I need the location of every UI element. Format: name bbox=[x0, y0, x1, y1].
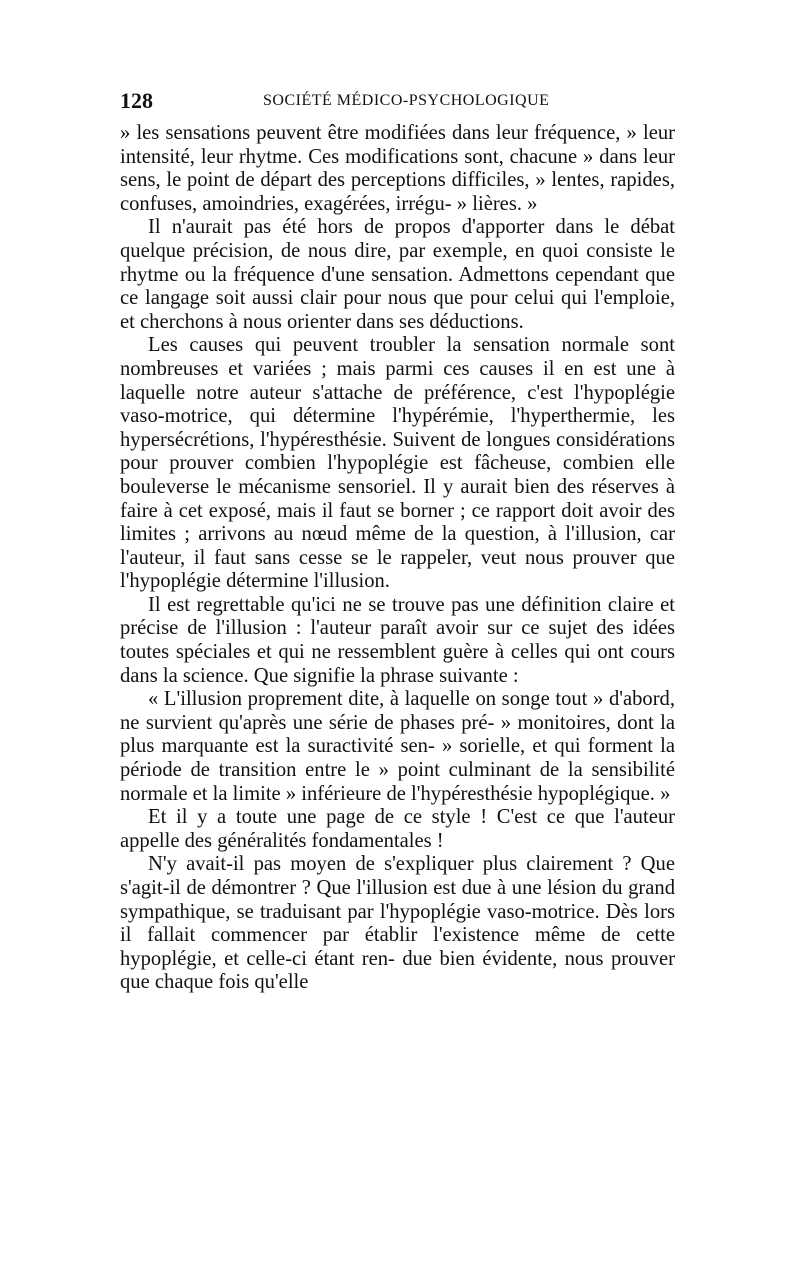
paragraph: N'y avait-il pas moyen de s'expliquer plus clairement ? Que s'agit-il de démontrer ? Que l'illusion est due à une lésion du grand sympathique, se traduisant par l'hypoplégie vaso-motrice. Dès lors il fallait commencer par établir l'existence même de cette hypoplégie, et celle-ci étant ren- due bien évidente, nous prouver que chaque fois qu'elle bbox=[120, 853, 675, 994]
document-page bbox=[120, 88, 675, 995]
paragraph: Et il y a toute une page de ce style ! C'est ce que l'auteur appelle des généralités fondamentales ! bbox=[120, 806, 675, 852]
paragraph: Les causes qui peuvent troubler la sensation normale sont nombreuses et variées ; mais parmi ces causes il en est une à laquelle notre auteur s'attache de préférence, c'est l'hypoplégie vaso-motrice, qui détermine l'hypérémie, l'hyperthermie, les hypersécrétions, l'hypéresthésie. Suivent de longues considérations pour prouver combien l'hypoplégie est fâcheuse, combien elle bouleverse le mécanisme sensoriel. Il y aurait bien des réserves à faire à cet exposé, mais il faut se borner ; ce rapport doit avoir des limites ; arrivons au nœud même de la question, à l'illusion, car l'auteur, il faut sans cesse se le rappeler, veut nous prouver que l'hypoplégie détermine l'illusion. bbox=[120, 334, 675, 593]
paragraph: Il est regrettable qu'ici ne se trouve pas une définition claire et précise de l'illusion : l'auteur paraît avoir sur ce sujet des idées toutes spéciales et qui ne ressemblent guère à celles qui ont cours dans la science. Que signifie la phrase suivante : bbox=[120, 593, 675, 687]
paragraph-quote-continuation: » les sensations peuvent être modifiées dans leur fréquence, » leur intensité, leur rhytme. Ces modifications sont, chacune » dans leur sens, le point de départ des perceptions difficiles, » lentes, rapides, confuses, amoindries, exagérées, irrégu- » lières. » bbox=[120, 122, 675, 215]
paragraph: Il n'aurait pas été hors de propos d'apporter dans le débat quelque précision, de nous dire, par exemple, en quoi consiste le rhytme ou la fréquence d'une sensation. Admettons cependant que ce langage soit aussi clair pour nous que pour celui qui l'emploie, et cherchons à nous orienter dans ses déductions. bbox=[120, 216, 675, 333]
body-text bbox=[120, 122, 675, 995]
page-number: 128 bbox=[120, 88, 153, 113]
running-title: SOCIÉTÉ MÉDICO-PSYCHOLOGIQUE bbox=[263, 92, 550, 109]
page-header bbox=[120, 88, 675, 122]
paragraph-quotation: « L'illusion proprement dite, à laquelle on songe tout » d'abord, ne survient qu'après une série de phases pré- » monitoires, dont la plus marquante est la suractivité sen- » sorielle, et qui forment la période de transition entre le » point culminant de la sensibilité normale et la limite » inférieure de l'hypéresthésie hypoplégique. » bbox=[120, 688, 675, 805]
